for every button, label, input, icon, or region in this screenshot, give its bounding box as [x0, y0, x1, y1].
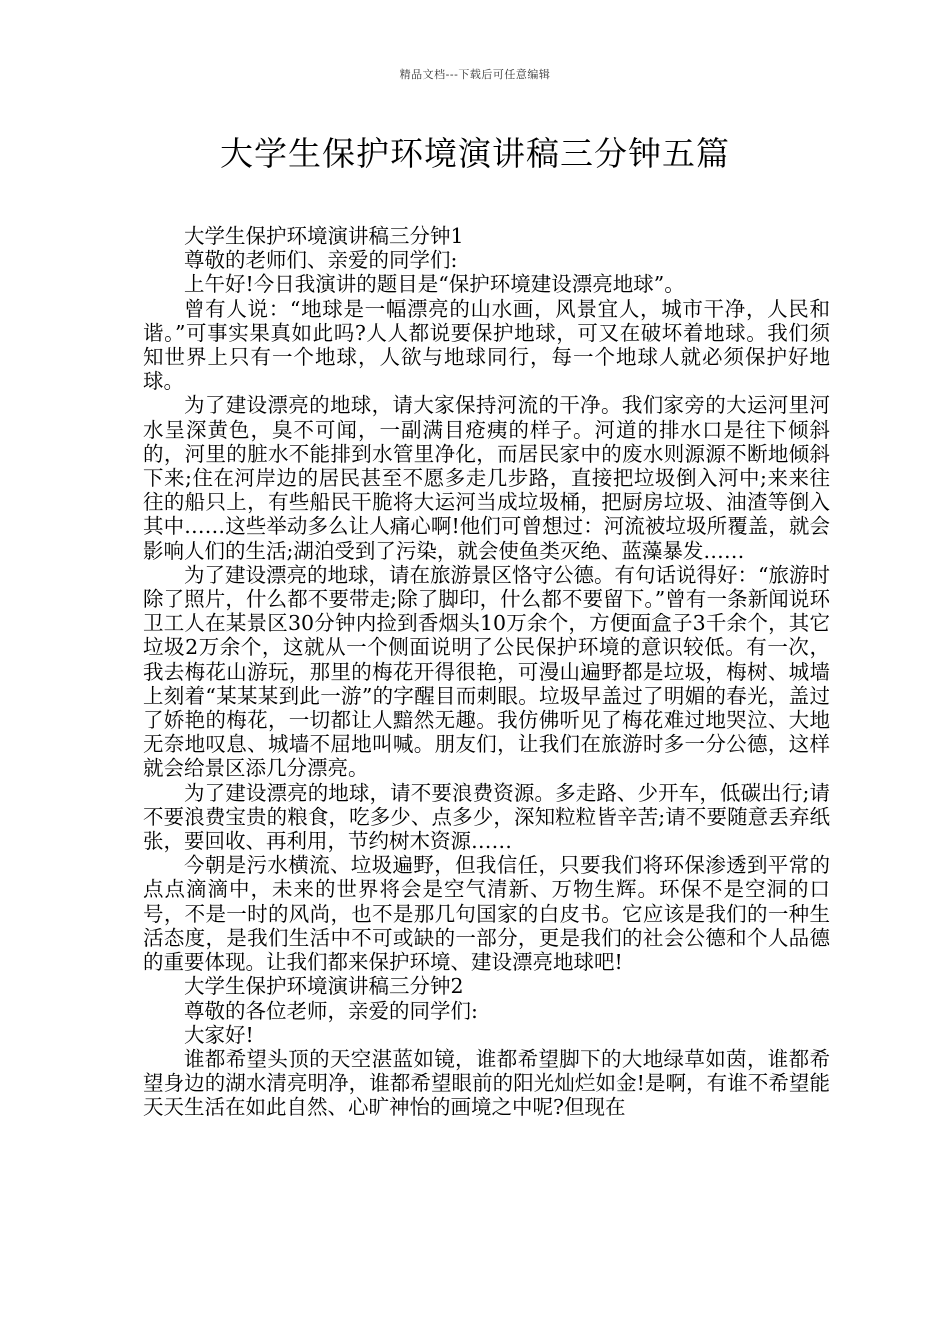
salutation: 尊敬的各位老师，亲爱的同学们: [184, 998, 478, 1023]
paragraph: 谁都希望头顶的天空湛蓝如镜，谁都希望脚下的大地绿草如茵，谁都希望身边的湖水清亮明净，谁都希望眼前的阳光灿烂如金!是啊，有谁不希望能天天生活在如此自然、心旷神怡的画境之中呢?但现在 [143, 1046, 830, 1120]
paragraph: 今朝是污水横流、垃圾遍野，但我信任，只要我们将环保渗透到平常的点点滴滴中，未来的世界将会是空气清新、万物生辉。环保不是空洞的口号，不是一时的风尚，也不是那几句国家的白皮书。它应该是我们的一种生活态度，是我们生活中不可或缺的一部分，更是我们的社会公德和个人品德的重要体现。让我们都来保护环境、建设漂亮地球吧! [143, 853, 830, 975]
header-note: 精品文档---下载后可任意编辑 [399, 68, 551, 81]
paragraph: 为了建设漂亮的地球，请不要浪费资源。多走路、少开车，低碳出行;请不要浪费宝贵的粮食，吃多少、点多少，深知粒粒皆辛苦;请不要随意丢弃纸张，要回收、再利用，节约树木资源…… [143, 780, 830, 854]
document-title: 大学生保护环境演讲稿三分钟五篇 [220, 134, 730, 173]
salutation: 尊敬的老师们、亲爱的同学们: [184, 248, 458, 273]
section-heading: 大学生保护环境演讲稿三分钟1 [184, 224, 464, 248]
paragraph: 上午好!今日我演讲的题目是“保护环境建设漂亮地球”。 [184, 272, 685, 297]
paragraph: 为了建设漂亮的地球，请在旅游景区恪守公德。有句话说得好：“旅游时除了照片，什么都不要带走;除了脚印，什么都不要留下。”曾有一条新闻说环卫工人在某景区30分钟内捡到香烟头10万余个，方便面盒子3千余个，其它垃圾2万余个，这就从一个侧面说明了公民保护环境的意识较低。有一次，我去梅花山游玩，那里的梅花开得很艳，可漫山遍野都是垃圾，梅树、城墙上刻着“某某某到此一游”的字醒目而刺眼。垃圾早盖过了明媚的春光，盖过了娇艳的梅花，一切都让人黯然无趣。我仿佛听见了梅花难过地哭泣、大地无奈地叹息、城墙不屈地叫喊。朋友们，让我们在旅游时多一分公德，这样就会给景区添几分漂亮。 [143, 562, 830, 781]
paragraph: 曾有人说：“地球是一幅漂亮的山水画，风景宜人，城市干净，人民和谐。”可事实果真如此吗?人人都说要保护地球，可又在破坏着地球。我们须知世界上只有一个地球，人欲与地球同行，每一个地球人就必须保护好地球。 [143, 296, 830, 394]
greeting: 大家好! [184, 1022, 254, 1047]
document-body [143, 224, 830, 1120]
section-heading: 大学生保护环境演讲稿三分钟2 [184, 974, 464, 999]
paragraph: 为了建设漂亮的地球，请大家保持河流的干净。我们家旁的大运河里河水呈深黄色，臭不可闻，一副满目疮痍的样子。河道的排水口是往下倾斜的，河里的脏水不能排到水管里净化，而居民家中的废水则源源不断地倾斜下来;住在河岸边的居民甚至不愿多走几步路，直接把垃圾倒入河中;来来往往的船只上，有些船民干脆将大运河当成垃圾桶，把厨房垃圾、油渣等倒入其中……这些举动多么让人痛心啊!他们可曾想过：河流被垃圾所覆盖，就会影响人们的生活;湖泊受到了污染，就会使鱼类灭绝、蓝藻暴发…… [143, 393, 830, 563]
